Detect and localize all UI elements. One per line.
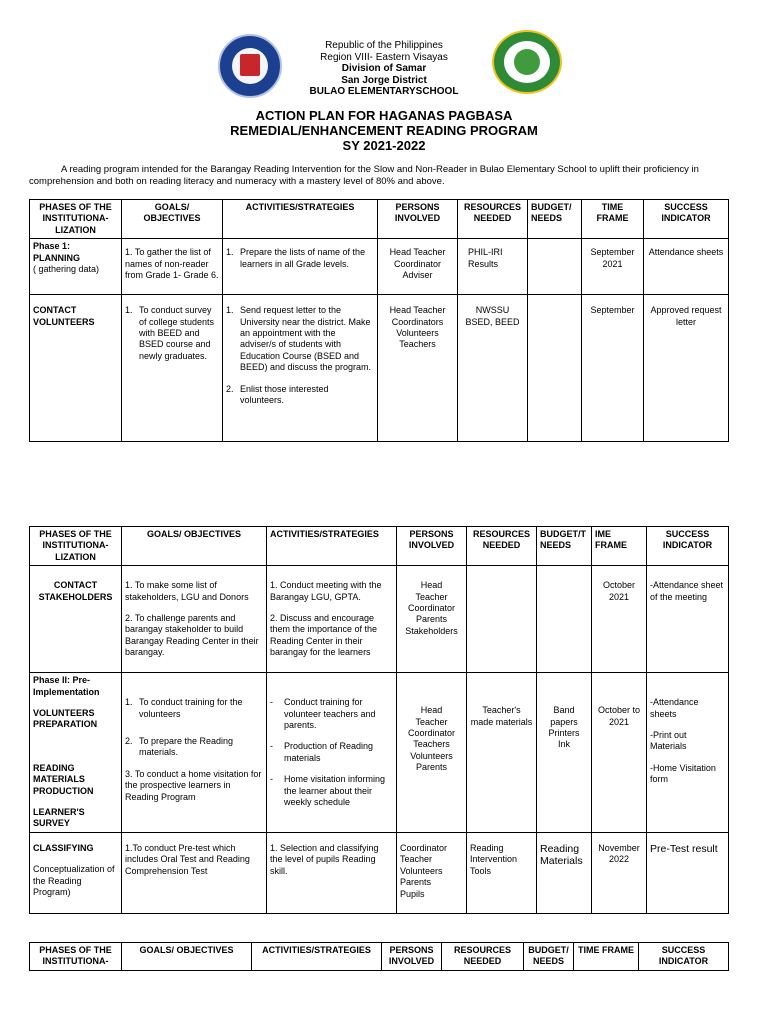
time-text: September 2021	[590, 247, 635, 269]
action-plan-table-3	[29, 942, 729, 971]
phase-title: Phase II: Pre-Implementation	[33, 675, 100, 697]
success-cell	[647, 673, 729, 833]
budget-cell	[528, 295, 582, 442]
goal-text: To prepare the Reading materials.	[139, 736, 234, 758]
phase-name: CONTACT STAKEHOLDERS	[38, 580, 113, 602]
goal-cell	[122, 295, 223, 442]
header-activities: ACTIVITIES/STRATEGIES	[267, 527, 397, 566]
persons-text: Head Teacher Coordinator Parents Stakeholders	[405, 580, 458, 636]
activity-text: 1. Conduct meeting with the Barangay LGU, GPTA.	[270, 580, 382, 602]
activity-text: Prepare the lists of name of the learners in all Grade levels.	[240, 247, 366, 269]
activity-number: 2.	[226, 383, 234, 394]
header-line-5: BULAO ELEMENTARYSCHOOL	[309, 86, 459, 97]
activity-text: Home visitation informing the learner about their weekly schedule	[284, 774, 386, 808]
header-goals: GOALS/ OBJECTIVES	[122, 527, 267, 566]
goal-text: 1. To gather the list of names of non-reader from Grade 1- Grade 6.	[125, 247, 219, 281]
header-persons: PERSONS INVOLVED	[382, 943, 442, 971]
time-text: October 2021	[602, 580, 635, 602]
phase-note: Conceptualization of the Reading Program)	[33, 864, 115, 898]
resources-cell	[467, 566, 537, 673]
header-time-frame: TIME FRAME	[574, 943, 639, 971]
action-plan-table-2	[29, 526, 729, 914]
goal-number: 1.	[125, 697, 133, 708]
phase-cell	[30, 566, 122, 673]
success-cell	[644, 239, 729, 295]
table-header-row	[30, 200, 729, 239]
activity-cell	[223, 239, 378, 295]
phase-name: CONTACT VOLUNTEERS	[33, 305, 95, 327]
persons-cell	[378, 295, 458, 442]
time-text: September	[590, 305, 635, 316]
intro-paragraph: A reading program intended for the Barangay Reading Intervention for the Slow and Non-Reader in Bulao Elementary School to uplift their proficiency in comprehension and both on reading literacy and numeracy with a mastery level of 80% and above.	[29, 164, 699, 187]
phase-item: LEARNER'S SURVEY	[33, 807, 85, 829]
activity-cell	[223, 295, 378, 442]
success-text: Approved request letter	[650, 305, 722, 327]
activity-text: 2. Discuss and encourage them the importance of the Reading Center in their barangay for the learners	[270, 613, 378, 658]
header-time-frame: TIME FRAME	[582, 200, 644, 239]
title-line-1: ACTION PLAN FOR HAGANAS PAGBASA	[255, 108, 513, 123]
document-title	[0, 108, 768, 153]
time-cell	[592, 673, 647, 833]
budget-cell	[537, 566, 592, 673]
header-persons: PERSONS INVOLVED	[378, 200, 458, 239]
persons-text: Coordinator Teacher Volunteers Parents Pupils	[400, 842, 448, 899]
activity-cell	[267, 673, 397, 833]
table-header-row	[30, 943, 729, 971]
phase-cell	[30, 239, 122, 295]
resources-cell	[458, 239, 528, 295]
phase-note: ( gathering data)	[33, 264, 100, 275]
resources-cell	[467, 673, 537, 833]
activity-text: Production of Reading materials	[284, 741, 374, 763]
header-goals: GOALS/ OBJECTIVES	[122, 200, 223, 239]
persons-text: Head Teacher Coordinator Adviser	[389, 247, 446, 281]
header-persons: PERSONS INVOLVED	[397, 527, 467, 566]
success-cell	[647, 832, 729, 913]
persons-cell	[397, 566, 467, 673]
budget-cell	[528, 239, 582, 295]
time-cell	[582, 239, 644, 295]
budget-text: Band papers Printers Ink	[548, 705, 580, 750]
success-text: -Print out Materials	[650, 730, 687, 752]
header-resources: RESOURCES NEEDED	[458, 200, 528, 239]
header-phases: PHASES OF THE INSTITUTIONA-LIZATION	[30, 527, 122, 566]
success-text: Attendance sheets	[648, 247, 724, 258]
phase-name: CLASSIFYING	[33, 842, 94, 853]
bullet: -	[270, 774, 273, 785]
phase-cell	[30, 295, 122, 442]
resources-text: Reading Intervention Tools	[470, 842, 518, 876]
goal-number: 1.	[125, 305, 133, 316]
header-resources: RESOURCES NEEDED	[442, 943, 524, 971]
header-budget: BUDGET/ NEEDS	[528, 200, 582, 239]
header-time-frame: IME FRAME	[592, 527, 647, 566]
letterhead	[0, 40, 768, 98]
budget-cell	[537, 832, 592, 913]
header-phases: PHASES OF THE INSTITUTIONA-LIZATION	[30, 200, 122, 239]
activity-text: Enlist those interested volunteers.	[240, 383, 329, 406]
activity-text: Conduct training for volunteer teachers and parents.	[284, 697, 376, 731]
bullet: -	[270, 697, 273, 708]
success-text: Pre-Test result	[650, 842, 718, 855]
persons-cell	[397, 832, 467, 913]
activity-cell	[267, 832, 397, 913]
header-success: SUCCESS INDICATOR	[639, 943, 729, 971]
goal-text: 3. To conduct a home visitation for the prospective learners in Reading Program	[125, 768, 262, 802]
persons-text: Head Teacher Coordinators Volunteers Teachers	[389, 305, 446, 350]
goal-text: 1. To make some list of stakeholders, LGU and Donors	[125, 580, 249, 602]
activity-cell	[267, 566, 397, 673]
goal-text: 2. To challenge parents and barangay stakeholder to build Barangay Reading Center in their barangay.	[125, 613, 259, 658]
budget-cell	[537, 673, 592, 833]
action-plan-table-1	[29, 199, 729, 442]
header-line-4: San Jorge District	[341, 74, 427, 86]
goal-cell	[122, 239, 223, 295]
time-cell	[582, 295, 644, 442]
header-resources: RESOURCES NEEDED	[467, 527, 537, 566]
phase-label: Phase 1:	[33, 241, 71, 252]
table-row	[30, 295, 729, 442]
goal-number: 2.	[125, 736, 133, 747]
phase-name: PLANNING	[33, 252, 80, 263]
header-budget: BUDGET/ NEEDS	[524, 943, 574, 971]
persons-cell	[378, 239, 458, 295]
header-budget: BUDGET/T NEEDS	[537, 527, 592, 566]
persons-cell	[397, 673, 467, 833]
persons-text: Head Teacher Coordinator Teachers Volunteers Parents	[407, 705, 456, 773]
header-activities: ACTIVITIES/STRATEGIES	[252, 943, 382, 971]
success-text: -Attendance sheets	[650, 697, 699, 719]
goal-cell	[122, 673, 267, 833]
activity-text: 1. Selection and classifying the level of pupils Reading skill.	[270, 842, 379, 876]
header-goals: GOALS/ OBJECTIVES	[122, 943, 252, 971]
phase-item: VOLUNTEERS PREPARATION	[33, 708, 98, 730]
success-text: -Attendance sheet of the meeting	[650, 580, 724, 602]
activity-number: 1.	[226, 305, 234, 316]
success-text: -Home Visitation form	[650, 762, 716, 785]
goal-cell	[122, 832, 267, 913]
table-row	[30, 673, 729, 833]
table-row	[30, 566, 729, 673]
goal-text: To conduct survey of college students with BEED and BSED course and newly graduates.	[139, 305, 215, 361]
header-line-1: Republic of the Philippines	[325, 40, 443, 51]
phase-cell	[30, 673, 122, 833]
phase-cell	[30, 832, 122, 913]
header-phases: PHASES OF THE INSTITUTIONA-	[30, 943, 122, 971]
time-text: October to 2021	[597, 705, 641, 727]
resources-text: NWSSU BSED, BEED	[465, 305, 520, 327]
resources-text: Teacher's made materials	[470, 705, 533, 727]
bullet: -	[270, 741, 273, 752]
phase-item: READING MATERIALS PRODUCTION	[33, 762, 94, 796]
table-header-row	[30, 527, 729, 566]
success-cell	[647, 566, 729, 673]
table-row	[30, 832, 729, 913]
goal-text: To conduct training for the volunteers	[139, 697, 243, 719]
budget-text: Reading Materials	[540, 842, 583, 867]
goal-cell	[122, 566, 267, 673]
header-line-2: Region VIII- Eastern Visayas	[320, 51, 448, 63]
header-success: SUCCESS INDICATOR	[647, 527, 729, 566]
resources-text: PHIL-IRI Results	[468, 247, 503, 269]
time-text: November 2022	[598, 842, 640, 865]
header-success: SUCCESS INDICATOR	[644, 200, 729, 239]
goal-text: 1.To conduct Pre-test which includes Oral Test and Reading Comprehension Test	[125, 842, 250, 876]
success-cell	[644, 295, 729, 442]
title-line-2: REMEDIAL/ENHANCEMENT READING PROGRAM	[230, 123, 538, 138]
time-cell	[592, 832, 647, 913]
header-activities: ACTIVITIES/STRATEGIES	[223, 200, 378, 239]
activity-text: Send request letter to the University near the district. Make an appointment with the adviser/s of students with Education Course (BSED and BEED) and discuss the program.	[240, 305, 372, 373]
header-line-3: Division of Samar	[341, 63, 427, 74]
time-cell	[592, 566, 647, 673]
title-line-3: SY 2021-2022	[342, 138, 426, 153]
activity-number: 1.	[226, 247, 234, 258]
resources-cell	[458, 295, 528, 442]
table-row	[30, 239, 729, 295]
resources-cell	[467, 832, 537, 913]
